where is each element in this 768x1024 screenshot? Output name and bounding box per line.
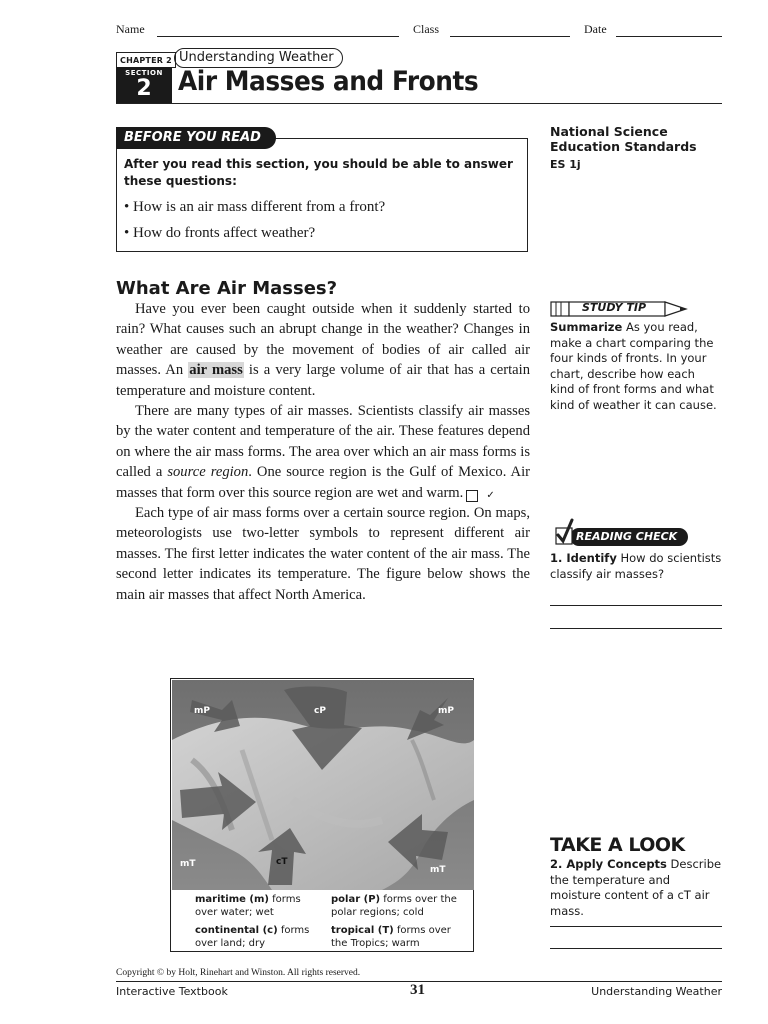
map-legend	[171, 891, 473, 951]
chapter-tag: CHAPTER 2	[116, 52, 176, 68]
footer-chapter-title: Understanding Weather	[591, 985, 722, 998]
map-label-cp: cP	[314, 706, 326, 716]
before-you-read-question: • How is an air mass different from a front?	[124, 199, 386, 215]
north-america-map	[172, 680, 474, 890]
study-tip-heading: STUDY TIP	[582, 301, 647, 314]
page-number: 31	[410, 982, 425, 998]
map-label-mp: mP	[438, 706, 454, 716]
air-masses-figure	[170, 678, 474, 952]
vocab-term: air mass	[189, 362, 243, 379]
take-a-look-text: 2. Apply Concepts Describe the temperature and moisture content of a cT air mass.	[550, 857, 722, 918]
map-label-ct: cT	[276, 857, 288, 867]
body-text	[116, 299, 530, 605]
study-tip-text: Summarize As you read, make a chart comparing the four kinds of fronts. In your chart, describe how each kind of front forms and what kind of weather it can cause.	[550, 320, 717, 412]
title-divider	[116, 103, 722, 104]
before-you-read-heading: BEFORE YOU READ	[116, 127, 276, 149]
footer-book-title: Interactive Textbook	[116, 985, 228, 998]
answer-line[interactable]	[550, 948, 722, 949]
legend-continental: continental (c) forms over land; dry	[195, 925, 310, 949]
date-field[interactable]	[616, 36, 722, 37]
section-label: SECTION	[125, 69, 163, 77]
standards-title: National Science Education Standards	[550, 124, 697, 154]
class-field[interactable]	[450, 36, 570, 37]
page-title: Air Masses and Fronts	[178, 66, 479, 97]
legend-tropical: tropical (T) forms over the Tropics; warm	[331, 925, 451, 949]
map-label-mt: mT	[430, 865, 446, 875]
class-label: Class	[413, 22, 440, 36]
chapter-name: Understanding Weather	[174, 48, 343, 68]
legend-polar: polar (P) forms over the polar regions; cold	[331, 894, 457, 918]
answer-line[interactable]	[550, 926, 722, 927]
paragraph: There are many types of air masses. Scientists classify air masses by the water content and temperature of the air. These features depend on where the air mass forms. The area over which an air mass forms is called a source region. One source region is the Gulf of Mexico. Air masses that form over this source region are wet and warm. ✓	[116, 403, 530, 501]
paragraph: Have you ever been caught outside when it suddenly started to rain? What causes such an abrupt change in the weather? Changes in weather are caused by the movement of bodies of air called air masses. An air mass is a very large volume of air that has a certain temperature and moisture content.	[116, 301, 530, 399]
section-heading: What Are Air Masses?	[116, 278, 338, 299]
reading-check-icon: ✓	[466, 490, 478, 502]
reading-check-heading: READING CHECK	[576, 530, 678, 543]
answer-line[interactable]	[550, 605, 722, 606]
before-you-read-intro: After you read this section, you should be able to answer these questions:	[124, 157, 513, 188]
vocab-term-italic: source region	[167, 464, 249, 481]
date-label: Date	[584, 22, 607, 36]
map-label-mt: mT	[180, 859, 196, 869]
section-badge	[116, 67, 172, 103]
answer-line[interactable]	[550, 628, 722, 629]
reading-check-text: 1. Identify How do scientists classify air masses?	[550, 551, 722, 581]
take-a-look-heading: TAKE A LOOK	[550, 834, 685, 856]
before-you-read-question: • How do fronts affect weather?	[124, 225, 316, 241]
name-label: Name	[116, 22, 145, 36]
legend-maritime: maritime (m) forms over water; wet	[195, 894, 301, 918]
standards-code: ES 1j	[550, 158, 581, 171]
section-number: 2	[136, 76, 152, 101]
paragraph: Each type of air mass forms over a certain source region. On maps, meteorologists use two-letter symbols to represent different air masses. The first letter indicates the water content of the air mass. The second letter indicates its temperature. The figure below shows the main air masses that affect North America.	[116, 505, 530, 603]
copyright: Copyright © by Holt, Rinehart and Winston. All rights reserved.	[116, 968, 361, 978]
name-field[interactable]	[157, 36, 399, 37]
map-label-mp: mP	[194, 706, 210, 716]
